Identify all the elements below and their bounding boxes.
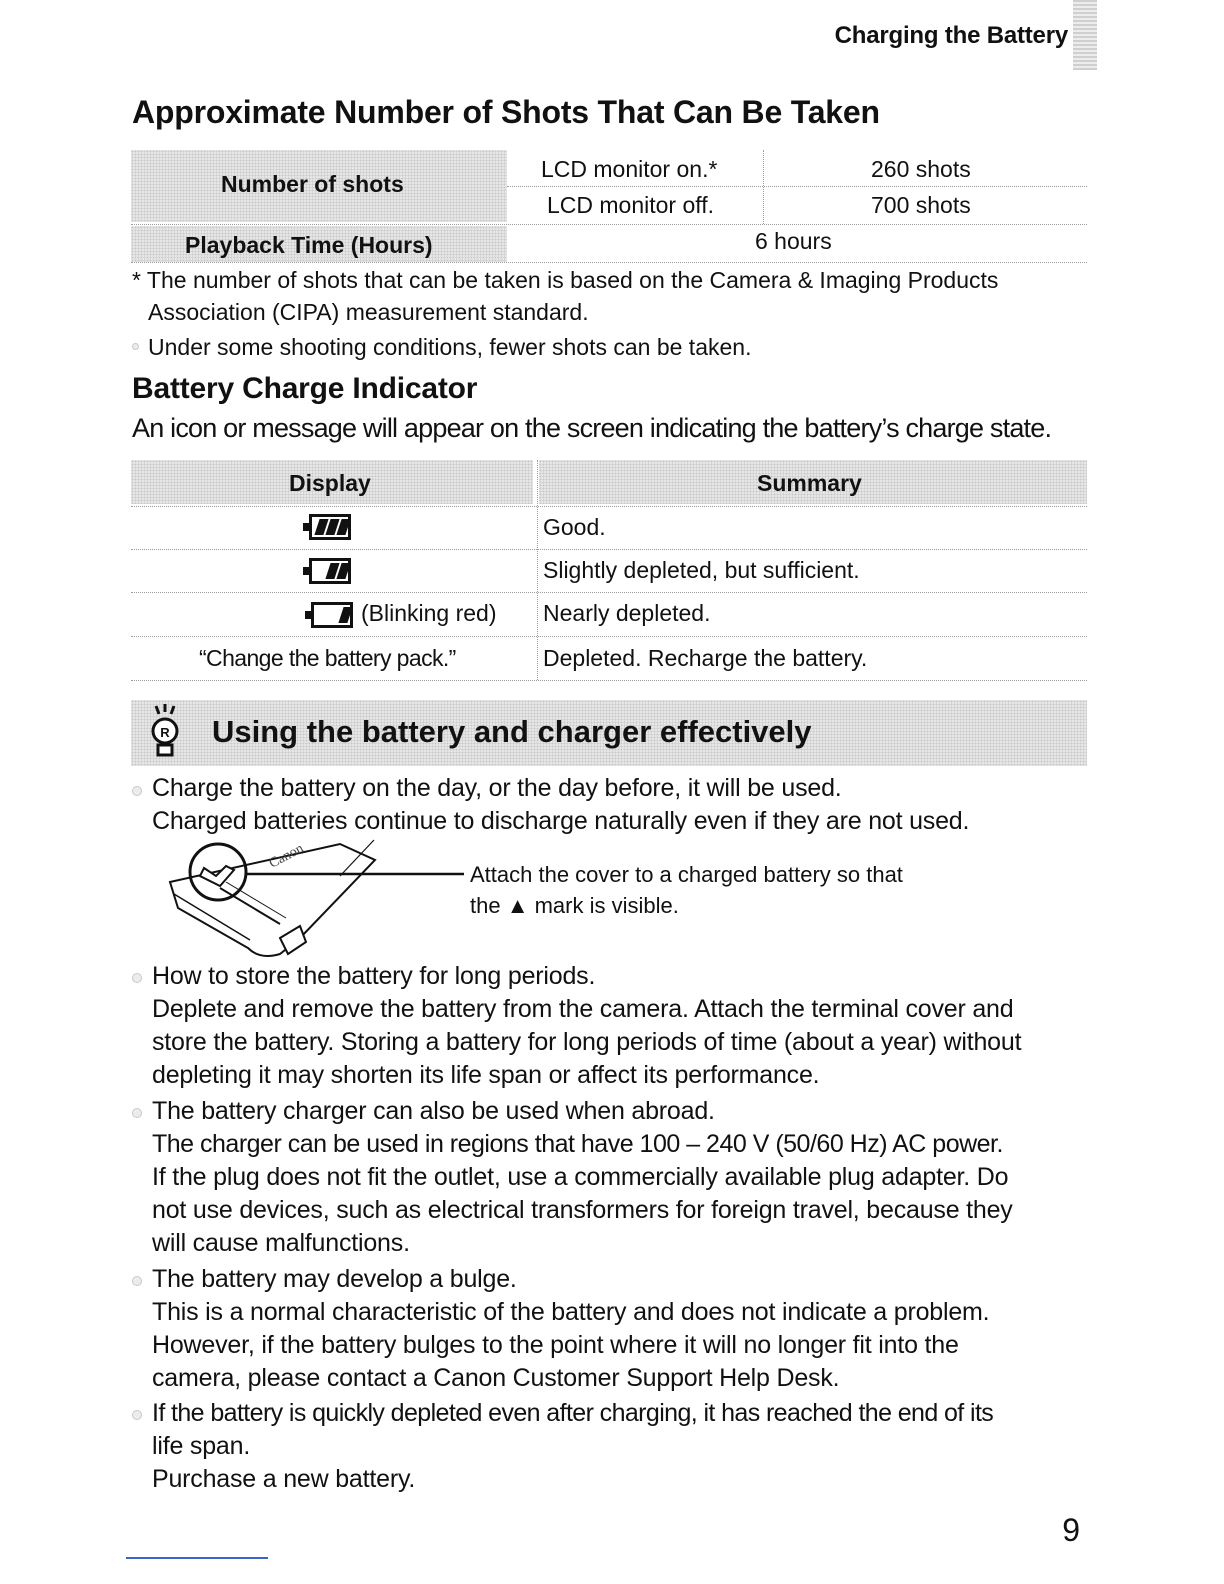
tip-5-body-line-1: life span. (152, 1432, 251, 1460)
summary-depleted: Depleted. Recharge the battery. (543, 645, 868, 671)
tip-5-body-line-2: Purchase a new battery. (152, 1465, 416, 1493)
tip-1-heading: Charge the battery on the day, or the day before, it will be used. (152, 774, 842, 802)
tip-3-body-line-1: The charger can be used in regions that have 100 – 240 V (50/60 Hz) AC power. (152, 1130, 1003, 1158)
change-battery-message: “Change the battery pack.” (199, 645, 456, 671)
playback-label: Playback Time (Hours) (185, 232, 433, 258)
tip-4-body-line-3: camera, please contact a Canon Customer Support Help Desk. (152, 1364, 840, 1392)
tip-5-heading: If the battery is quickly depleted even after charging, it has reached the end of its (152, 1399, 994, 1427)
summary-header: Summary (757, 470, 862, 496)
divider (131, 549, 1087, 550)
summary-slightly-depleted: Slightly depleted, but sufficient. (543, 557, 860, 583)
svg-text:R: R (160, 725, 170, 740)
playback-value: 6 hours (755, 228, 832, 254)
lightbulb-icon (144, 704, 184, 762)
battery-two-bars-icon (309, 558, 351, 584)
tip-4-body-line-2: However, if the battery bulges to the point where it will no longer fit into the (152, 1331, 959, 1359)
cipa-note-line-2: Association (CIPA) measurement standard. (148, 299, 589, 325)
display-header: Display (289, 470, 371, 496)
tip-3-body-line-3: not use devices, such as electrical transformers for foreign travel, because they (152, 1196, 1013, 1224)
figure-caption-line-1: Attach the cover to a charged battery so that (470, 862, 903, 887)
tip-2-body-line-3: depleting it may shorten its life span or affect its performance. (152, 1061, 820, 1089)
divider (131, 224, 1087, 225)
summary-nearly-depleted: Nearly depleted. (543, 600, 711, 626)
tips-title: Using the battery and charger effectively (212, 714, 812, 749)
divider (131, 680, 1087, 681)
bullet-icon (132, 973, 142, 983)
indicator-section-title: Battery Charge Indicator (132, 372, 478, 405)
tip-2-body-line-2: store the battery. Storing a battery for long periods of time (about a year) without (152, 1028, 1022, 1056)
divider (131, 592, 1087, 593)
divider (763, 150, 764, 224)
canon-logo: Canon (266, 841, 307, 872)
battery-full-icon (309, 514, 351, 540)
tip-3-body-line-4: will cause malfunctions. (152, 1229, 410, 1257)
blinking-red-label: (Blinking red) (361, 600, 497, 626)
section-header: Charging the Battery (834, 22, 1068, 49)
bullet-icon (132, 1410, 142, 1420)
tip-3-heading: The battery charger can also be used when abroad. (152, 1097, 715, 1125)
indicator-table (131, 460, 1087, 682)
shots-label: Number of shots (221, 171, 404, 197)
bullet-icon (132, 1108, 142, 1118)
divider (131, 636, 1087, 637)
tip-3-body-line-2: If the plug does not fit the outlet, use a commercially available plug adapter. Do (152, 1163, 1009, 1191)
battery-one-bar-icon (311, 602, 353, 628)
condition-lcd-on: LCD monitor on.* (541, 156, 718, 182)
tip-4-body-line-1: This is a normal characteristic of the battery and does not indicate a problem. (152, 1298, 990, 1326)
divider (507, 186, 1087, 187)
page-number: 9 (1062, 1512, 1080, 1548)
footer-rule (126, 1557, 268, 1559)
indicator-intro: An icon or message will appear on the screen indicating the battery’s charge state. (132, 413, 1052, 443)
header-tab (1073, 0, 1097, 70)
tip-2-heading: How to store the battery for long periods. (152, 962, 596, 990)
value-lcd-off: 700 shots (871, 192, 971, 218)
value-lcd-on: 260 shots (871, 156, 971, 182)
condition-lcd-off: LCD monitor off. (547, 192, 715, 218)
figure-caption-line-2: the ▲ mark is visible. (470, 893, 679, 918)
battery-cover-illustration (160, 836, 470, 962)
conditions-note: Under some shooting conditions, fewer shots can be taken. (148, 334, 752, 360)
figure-caption (470, 859, 903, 921)
shots-section-title: Approximate Number of Shots That Can Be Taken (132, 94, 880, 130)
bullet-icon (132, 1276, 142, 1286)
cipa-note-line-1: * The number of shots that can be taken is based on the Camera & Imaging Products (132, 267, 999, 293)
divider (131, 506, 1087, 507)
divider (131, 262, 1087, 263)
divider (537, 460, 538, 680)
bullet-icon (132, 786, 142, 796)
tip-4-heading: The battery may develop a bulge. (152, 1265, 517, 1293)
summary-good: Good. (543, 514, 606, 540)
bullet-icon (132, 343, 139, 350)
tip-1-body: Charged batteries continue to discharge naturally even if they are not used. (152, 807, 970, 835)
tip-2-body-line-1: Deplete and remove the battery from the camera. Attach the terminal cover and (152, 995, 1014, 1023)
